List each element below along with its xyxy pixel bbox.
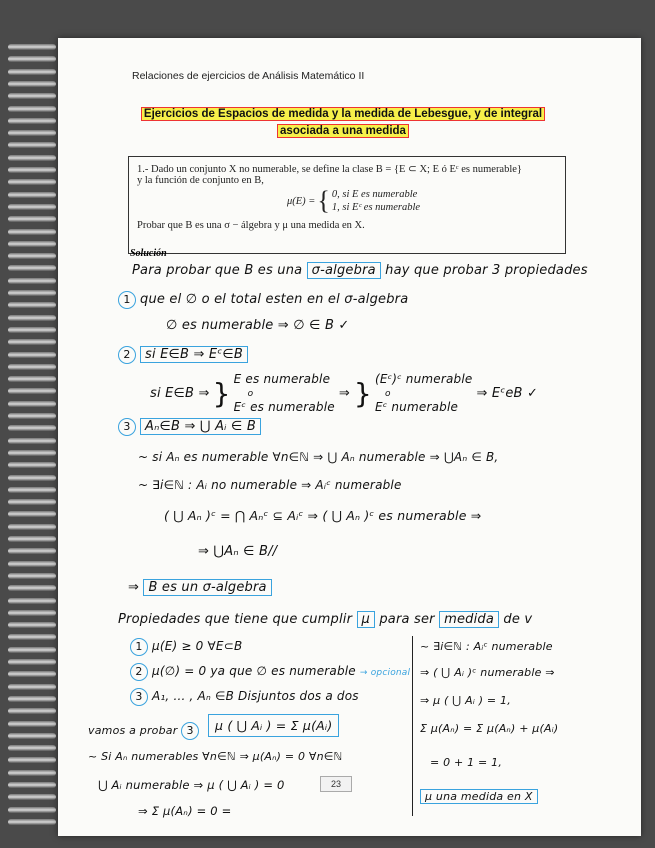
note-line-1-end: hay que probar 3 propiedades [385, 263, 588, 278]
note-line-1 [132, 263, 588, 278]
right-line-5: = 0 + 1 = 1, [430, 756, 503, 769]
right-line-2: ⇒ ( ⋃ Aᵢ )ᶜ numerable ⇒ [420, 666, 555, 679]
p2-result-1: (Eᶜ)ᶜ numerable [374, 372, 473, 386]
binding-ring [8, 647, 56, 653]
binding-ring [8, 241, 56, 247]
m3-proof-intro [88, 722, 203, 740]
mu-box: μ [357, 611, 375, 628]
spiral-binding [8, 38, 60, 836]
m3-left-text: vamos a probar [88, 724, 178, 737]
property-2-proof [150, 373, 538, 414]
binding-ring [8, 548, 56, 554]
property-2 [118, 346, 248, 364]
m1-number: 1 [130, 638, 148, 656]
binding-ring [8, 204, 56, 210]
binding-ring [8, 524, 56, 530]
binding-ring [8, 770, 56, 776]
binding-ring [8, 819, 56, 825]
conclusion-arrow: ⇒ [128, 580, 140, 595]
m3-case-c: ⇒ Σ μ(Aₙ) = 0 = [138, 804, 232, 818]
conclusion-box: B es un σ-algebra [143, 579, 271, 596]
m-intro: Propiedades que tiene que cumplir [118, 612, 353, 627]
binding-ring [8, 733, 56, 739]
property-1-proof: ∅ es numerable ⇒ ∅ ∈ B ✓ [166, 318, 350, 333]
m3-formula: μ ( ⋃ Aᵢ ) = Σ μ(Aᵢ) [208, 714, 339, 737]
binding-ring [8, 56, 56, 62]
binding-ring [8, 807, 56, 813]
title-line-1: Ejercicios de Espacios de medida y la medida de Lebesgue, y de integral [141, 107, 545, 121]
binding-ring [8, 684, 56, 690]
binding-ring [8, 561, 56, 567]
binding-ring [8, 265, 56, 271]
binding-ring [8, 708, 56, 714]
property-2-text: si E∈B ⇒ Eᶜ∈B [140, 346, 248, 363]
binding-ring [8, 475, 56, 481]
binding-ring [8, 69, 56, 75]
conclusion [128, 580, 272, 595]
binding-ring [8, 413, 56, 419]
property-3-derivation: ( ⋃ Aₙ )ᶜ = ⋂ Aₙᶜ ⊆ Aᵢᶜ ⇒ ( ⋃ Aₙ )ᶜ es numerable ⇒ [164, 508, 482, 523]
measure-property-1 [130, 638, 242, 656]
property-2-number: 2 [118, 346, 136, 364]
binding-ring [8, 757, 56, 763]
binding-ring [8, 634, 56, 640]
p2-or-1: o [247, 389, 254, 399]
binding-ring [8, 44, 56, 50]
column-divider [412, 636, 413, 816]
right-line-4: Σ μ(Aₙ) = Σ μ(Aₙ) + μ(Aᵢ) [420, 722, 559, 735]
binding-ring [8, 130, 56, 136]
property-1 [118, 291, 408, 309]
binding-ring [8, 511, 56, 517]
p2-left: si E∈B ⇒ [150, 386, 210, 401]
m3-text: A₁, ... , Aₙ ∈B Disjuntos dos a dos [152, 689, 359, 703]
binding-ring [8, 364, 56, 370]
m3-number: 3 [130, 688, 148, 706]
binding-ring [8, 671, 56, 677]
binding-ring [8, 327, 56, 333]
binding-ring [8, 622, 56, 628]
binding-ring [8, 229, 56, 235]
measure-property-3 [130, 688, 359, 706]
m-end: de v [503, 612, 533, 627]
measure-property-2 [130, 663, 410, 681]
m-mid: para ser [379, 612, 435, 627]
binding-ring [8, 155, 56, 161]
binding-ring [8, 745, 56, 751]
binding-ring [8, 290, 56, 296]
binding-ring [8, 598, 56, 604]
exercise-statement-box [128, 156, 566, 254]
property-3-number: 3 [118, 418, 136, 436]
property-3-text: Aₙ∈B ⇒ ⋃ Aᵢ ∈ B [140, 418, 261, 435]
property-1-text: que el ∅ o el total esten en el σ-algebra [140, 292, 409, 307]
binding-ring [8, 167, 56, 173]
binding-ring [8, 721, 56, 727]
binding-ring [8, 794, 56, 800]
measure-formula [287, 188, 557, 214]
m3-left-number: 3 [181, 722, 199, 740]
m3-case-b: ⋃ Aᵢ numerable ⇒ μ ( ⋃ Aᵢ ) = 0 [98, 778, 285, 792]
binding-ring [8, 450, 56, 456]
p2-or-2: o [384, 389, 391, 399]
property-3-result: ⇒ ⋃Aₙ ∈ B// [198, 544, 278, 559]
solution-label: Solución [130, 248, 167, 259]
exercise-intro-2: y la función de conjunto en B, [137, 175, 264, 186]
binding-ring [8, 315, 56, 321]
title-line-2: asociada a una medida [277, 124, 409, 138]
m2-number: 2 [130, 663, 148, 681]
p2-brace-1: } [212, 377, 231, 410]
binding-ring [8, 339, 56, 345]
formula-lhs: μ(E) = [287, 195, 316, 207]
binding-ring [8, 610, 56, 616]
binding-ring [8, 216, 56, 222]
binding-ring [8, 106, 56, 112]
p2-result-2: Eᶜ numerable [374, 400, 459, 414]
formula-brace: { [317, 186, 330, 215]
formula-case-1: 0, si E es numerable [331, 189, 418, 200]
binding-ring [8, 352, 56, 358]
property-1-number: 1 [118, 291, 136, 309]
binding-ring [8, 487, 56, 493]
p2-case-2: Eᶜ es numerable [233, 400, 335, 414]
binding-ring [8, 253, 56, 259]
binding-ring [8, 278, 56, 284]
binding-ring [8, 499, 56, 505]
measure-properties-intro [118, 612, 532, 627]
formula-case-2: 1, si Eᶜ es numerable [331, 202, 421, 213]
right-line-6 [420, 790, 538, 803]
p2-implies: ⇒ [338, 386, 350, 401]
document-title [128, 106, 558, 140]
medida-box: medida [439, 611, 499, 628]
binding-ring [8, 462, 56, 468]
property-3 [118, 418, 261, 436]
binding-ring [8, 438, 56, 444]
p2-case-1: E es numerable [233, 372, 331, 386]
binding-ring [8, 376, 56, 382]
property-3-case-a: ~ si Aₙ es numerable ∀n∈ℕ ⇒ ⋃ Aₙ numerable ⇒ ⋃Aₙ ∈ B, [138, 450, 499, 464]
right-line-3: ⇒ μ ( ⋃ Aᵢ ) = 1, [420, 694, 511, 707]
right-line-1: ~ ∃i∈ℕ : Aᵢᶜ numerable [420, 640, 553, 653]
binding-ring [8, 93, 56, 99]
page-number: 23 [320, 776, 352, 792]
m2-optional-note: → opcional [359, 668, 411, 678]
p2-conclusion: ⇒ EᶜeB ✓ [476, 386, 539, 401]
binding-ring [8, 81, 56, 87]
binding-ring [8, 192, 56, 198]
sigma-algebra-box: σ-algebra [307, 262, 381, 279]
exercise-prove: Probar que B es una σ − álgebra y μ una medida en X. [137, 220, 365, 231]
binding-ring [8, 142, 56, 148]
m1-text: μ(E) ≥ 0 ∀E⊂B [152, 639, 243, 653]
binding-ring [8, 536, 56, 542]
binding-ring [8, 585, 56, 591]
exercise-intro: 1.- Dado un conjunto X no numerable, se define la clase B = {E ⊂ X; E ó Eᶜ es numerable} [137, 164, 522, 175]
binding-ring [8, 401, 56, 407]
binding-ring [8, 696, 56, 702]
m3-case-a: ~ Si Aₙ numerables ∀n∈ℕ ⇒ μ(Aₙ) = 0 ∀n∈ℕ [88, 750, 343, 763]
binding-ring [8, 179, 56, 185]
binding-ring [8, 782, 56, 788]
binding-ring [8, 118, 56, 124]
note-line-1-start: Para probar que B es una [132, 263, 303, 278]
binding-ring [8, 573, 56, 579]
binding-ring [8, 388, 56, 394]
notebook-page [58, 38, 641, 836]
binding-ring [8, 302, 56, 308]
measure-conclusion-box: μ una medida en X [420, 789, 538, 804]
p2-brace-2: } [353, 377, 372, 410]
binding-ring [8, 659, 56, 665]
document-header: Relaciones de ejercicios de Análisis Matemático II [132, 70, 365, 82]
binding-ring [8, 425, 56, 431]
property-3-case-b: ~ ∃i∈ℕ : Aᵢ no numerable ⇒ Aᵢᶜ numerable [138, 478, 402, 492]
m2-text: μ(∅) = 0 ya que ∅ es numerable [152, 664, 356, 678]
